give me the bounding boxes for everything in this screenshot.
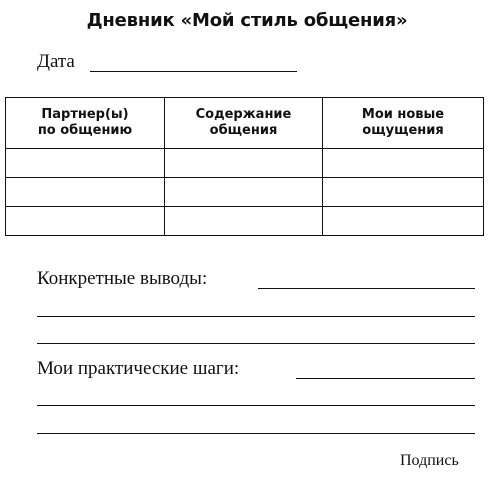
header-content-line1: Содержание [195,107,292,122]
form-title: Дневник «Мой стиль общения» [86,10,408,31]
table-cell[interactable] [323,178,484,207]
table-row [6,149,484,178]
signature-label: Подпись [400,452,459,469]
table-row [6,178,484,207]
table-cell[interactable] [6,178,165,207]
header-partners-line1: Партнер(ы) [41,107,129,122]
steps-label: Мои практические шаги: [37,358,240,379]
steps-line-2[interactable] [37,405,475,406]
header-feelings-line2: ощущения [362,123,444,138]
header-partners [6,98,165,149]
header-feelings [323,98,484,149]
steps-line-1[interactable] [296,378,475,379]
table-cell[interactable] [165,207,323,236]
table-row [6,207,484,236]
table-cell[interactable] [6,207,165,236]
table-cell[interactable] [165,178,323,207]
header-content-line2: общения [209,123,278,138]
date-field-line[interactable] [90,71,297,72]
header-feelings-line1: Мои новые [361,107,445,122]
conclusions-line-1[interactable] [258,288,475,289]
table-header-row [6,98,484,149]
table-cell[interactable] [323,207,484,236]
conclusions-line-3[interactable] [37,343,475,344]
table-cell[interactable] [165,149,323,178]
table-cell[interactable] [6,149,165,178]
date-label: Дата [37,51,75,72]
steps-line-3[interactable] [37,433,475,434]
table-cell[interactable] [323,149,484,178]
header-content [165,98,323,149]
conclusions-label: Конкретные выводы: [37,268,208,289]
diary-table [5,97,484,236]
conclusions-line-2[interactable] [37,316,475,317]
header-partners-line2: по общению [37,123,133,138]
